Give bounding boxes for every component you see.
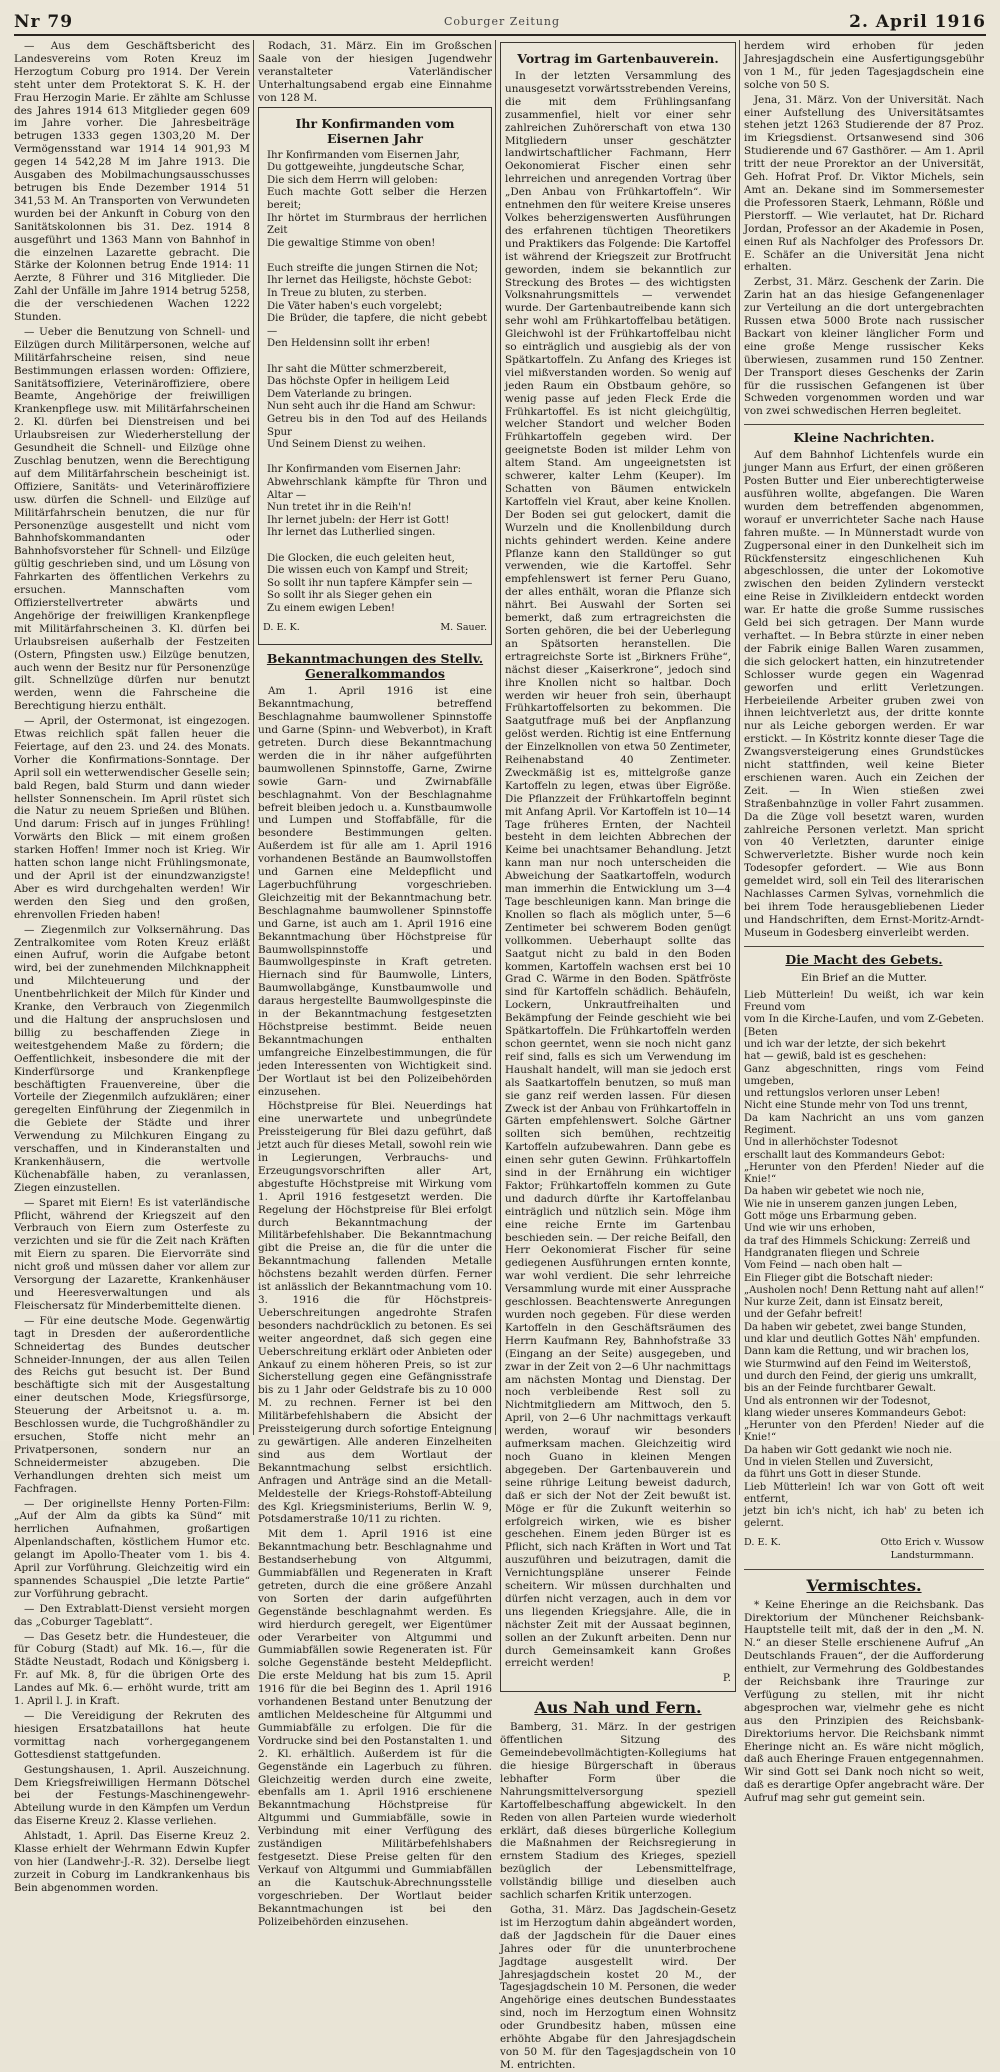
article-gestungshausen: Gestungshausen, 1. April. Auszeichnung. Dem Kriegsfreiwilligen Hermann Dötschel bei der Festungs-Maschinengewehr-Abteilung wurde in den Kämpfen um Verdun das Eiserne Kreuz 2. Klasse verliehen. bbox=[14, 1763, 250, 1828]
poem-author: M. Sauer. bbox=[440, 621, 487, 633]
article-red-cross: — Aus dem Geschäftsbericht des Landesvereins vom Roten Kreuz im Herzogtum Coburg pro 1914. Der Verein steht unter dem Protektorat S. K. H. der Frau Herzogin Marie. Er zählte am Schlusse des Jahres 1914 613 Mitglieder gegen 609 im Jahre vorher. Die Jahresbeiträge betrugen 1333 gegen 1303,20 M. Der Vermögensstand war 1914 14 901,93 M gegen 14 542,28 M im Jahre 1913. Die Ausgaben des Mobilmachungsausschusses betrugen bis Ende Dezember 1914 51 341,53 M. An Transporten von Verwundeten wurden bei der Ankunft in Coburg von den Sanitätskolonnen bis 31. Dez. 1914 8 ausgeführt und 1363 Mann von Bahnhof in die einzelnen Lazarette gebracht. Die Stärke der Kolonnen betrug Ende 1914: 11 Aerzte, 8 Führer und 316 Mitglieder. Die Zahl der Unfälle im Jahre 1914 betrug 5258, die der verschiedenen Wachen 1222 Stunden. bbox=[14, 40, 250, 324]
column-rule bbox=[495, 40, 496, 1435]
lecture-box bbox=[500, 42, 736, 1692]
poem-initials: D. E. K. bbox=[263, 621, 300, 633]
article-april: — April, der Ostermonat, ist eingezogen. Etwas reichlich spät fallen heuer die Feiertage, auf den 23. und 24. des Monats. Vorher die Konfirmations-Sonntage. Der April soll ein wetterwendischer Geselle sein; bald Regen, bald Sturm und dann wieder hellster Sonnenschein. Im April rüstet sich die Natur zu neuem Sprießen und Blühen. Und darum: Frisch auf in junges Frühling! Vorwärts den Blick — mit einem großen starken Hoffen! Immer noch ist Krieg. Wir hatten schon lange nicht Frühlingsmonate, und der April ist der einundzwanzigste! Aber es wird durchgehalten werden! Wir werden den Sieg und den großen, ehrenvollen Frieden haben! bbox=[14, 715, 250, 921]
issue-number: Nr 79 bbox=[14, 12, 74, 32]
poem-text: Ihr Konfirmanden vom Eisernen Jahr, Du gottgeweihte, jungdeutsche Schar, Die sich dem Herrn will geloben: Euch machte Gott selber die Herzen bereit; Ihr hörtet im Sturmbraus der herrlichen Zeit Die gewaltige Stimme von oben! Euch streifte die jungen Stirnen die Not; Ihr lernet das Heiligste, höchste Gebot: In Treue zu bluten, zu sterben. Die Väter haben's euch vorgelebt; Die Brüder, die tapfere, die nicht gebebt — Den Heldensinn sollt ihr erben! Ihr saht die Mütter schmerzbereit, Das höchste Opfer in heiligem Leid Dem Vaterlande zu bringen. Nun seht auch ihr die Hand am Schwur: Getreu bis in den Tod auf des Heilands Spur Und Seinem Dienst zu weihen. Ihr Konfirmanden vom Eisernen Jahr: Abwehrschlank kämpfte für Thron und Altar — Nun tretet ihr in die Reih'n! Ihr lernet jubeln: der Herr ist Gott! Ihr lernet das Lutherlied singen. Die Glocken, die euch geleiten heut, Die wissen euch von Kampf und Streit; So sollt ihr nun tapfere Kämpfer sein — So sollt ihr als Sieger gehen ein Zu einem ewigen Leben! bbox=[267, 149, 487, 614]
article-porten-film: — Der originellste Henny Porten-Film: „Auf der Alm da gibts ka Sünd“ mit herrlichen Aufnahmen, großartigen Alpenlandschaften, köstlichem Humor etc. gelangt im Apollo-Theater vom 1. bis 4. April zur Vorführung. Gleichzeitig wird ein spannendes Schauspiel „Die letzte Partie“ zur Vorführung gebracht. bbox=[14, 1497, 250, 1600]
issue-date: 2. April 1916 bbox=[849, 12, 986, 32]
article-dog-tax: — Das Gesetz betr. die Hundesteuer, die für Coburg (Stadt) auf Mk. 16.—, für die Städte Neustadt, Rodach und Königsberg i. Fr. auf Mk. 8, für die übrigen Orte des Landes auf Mk. 6.— erhöht wurde, tritt am 1. April l. J. in Kraft. bbox=[14, 1630, 250, 1708]
lecture-signature: P. bbox=[722, 1672, 731, 1685]
article-german-fashion: — Für eine deutsche Mode. Gegenwärtig tagt in Dresden der außerordentliche Schneidertag des Bundes deutscher Schneider-Innungen, der aus allen Teilen des Reichs gut besucht ist. Der Bund beschäftigte sich mit der Ausgestaltung einer deutschen Mode, Kriegsfürsorge, Steuerung der Arbeitsnot u. a. m. Beschlossen wurde, die Tuchgroßhändler zu ersuchen, Stoffe nicht mehr an Privatpersonen, sondern nur an Schneidermeister abzugeben. Die Verhandlungen drehten sich meist um Fachfragen. bbox=[14, 1314, 250, 1495]
paper-name: Coburger Zeitung bbox=[444, 15, 561, 28]
poem-title: Ihr Konfirmanden vom Eisernen Jahr bbox=[295, 115, 455, 146]
column-rule bbox=[739, 40, 740, 1435]
divider bbox=[744, 1569, 984, 1570]
article-ahlstadt: Ahlstadt, 1. April. Das Eiserne Kreuz 2. Klasse erhielt der Wehrmann Edwin Kupfer von hier (Landwehr-J.-R. 32). Derselbe liegt zurzeit in Coburg im Landkrankenhaus bis Bein abgenommen worden. bbox=[14, 1830, 250, 1894]
article-lead-prices: Höchstpreise für Blei. Neuerdings hat eine unerwartete und unbegründete Preissteigerung für Blei dazu geführt, daß jetzt auch für dieses Metall, sowohl rein wie in Legierungen, Verbrauchs- und Erzeugungsvorschriften aller Art, abgestufte Höchstpreise mit Wirkung vom 1. April 1916 festgesetzt werden. Die Regelung der Höchstpreise für Blei erfolgt durch Bekanntmachung der Militärbefehlshaber. Die Bekanntmachung gibt die Preise an, die für die unter die Bekanntmachung fallenden Metalle höchstens bezahlt werden dürfen. Ferner ist anlässlich der Bekanntmachung vom 10. 3. 1916 die für Höchstpreis-Ueberschreitungen angedrohte Strafen besonders nachdrücklich zu betonen. Es sei weiter angeordnet, daß sich gegen eine Ueberschreitung erklärt oder Anbieten oder Ankauf zu einem höheren Preis, so ist zur Sicherstellung gegen eine Gefängnisstrafe bis zu 1 Jahr oder Geldstrafe bis zu 10 000 M. zu rechnen. Ferner ist bei den Militärbefehlshabern die Absicht der Preissteigerung durch sofortige Enteignung zu gewärtigen. Alle anderen Einzelheiten sind aus dem Wortlaut der Bekanntmachung selbst ersichtlich. Anfragen und Anträge sind an die Metall-Meldestelle der Kriegs-Rohstoff-Abteilung des Kgl. Kriegsministeriums, Berlin W. 9, Potsdamerstraße 10/11 zu richten. bbox=[258, 1100, 492, 1526]
column-1 bbox=[14, 40, 250, 1894]
column-3 bbox=[500, 40, 736, 2071]
poem-signature bbox=[263, 622, 487, 635]
article-gotha-continued: herdem wird erhoben für jeden Jahresjagdschein eine Ausfertigungsgebühr von 1 M., für jeden Tagesjagdschein eine solche von 50 S. bbox=[744, 40, 984, 91]
article-zerbst: Zerbst, 31. März. Geschenk der Zarin. Die Zarin hat an das hiesige Gefangenenlager zur Verteilung an die dort untergebrachten Russen etwa 5000 Brote nach russischer Backart von kleiner länglicher Form und eine große Menge russischer Keks überwiesen, zusammen rund 150 Zentner. Der Transport dieses Geschenks der Zarin für die russischen Gefangenen ist über Schweden vorgenommen worden und war von zwei schwedischen Herren begleitet. bbox=[744, 276, 984, 418]
divider bbox=[744, 424, 984, 425]
article-goat-milk: — Ziegenmilch zur Volksernährung. Das Zentralkomitee vom Roten Kreuz erläßt einen Aufruf, worin die Aufgabe betont wird, bei der zunehmenden Milchknappheit und Milchteuerung und der Unentbehrlichkeit der Milch für Kinder und Kranke, den Verbrauch von Ziegenmilch und die Haltung der anspruchslosen und billig zu beschaffenden Ziege in weitestgehendem Maße zu fördern; die Oeffentlichkeit, insbesondere die mit der Kinderfürsorge und Krankenpflege beschäftigten Frauenvereine, über die Vorteile der Ziegenmilch aufzuklären; einer geregelten Einführung der Ziegenmilch in die Gebiete der Städte und ihrer Verwendung zu Milchkuren Eingang zu verschaffen, und in Kinderanstalten und Krankenhäusern, die wertvolle Küchenabfälle haben, zu veranlassen, Ziegen einzustellen. bbox=[14, 923, 250, 1194]
article-jena: Jena, 31. März. Von der Universität. Nach einer Aufstellung des Universitätsamtes stehen jetzt 1263 Studierende der 87 Proz. im Kriegsdienst. Ortsanwesend sind 306 Studierende und 67 Gasthörer. — Am 1. April tritt der neue Prorektor an der Universität, Geh. Hofrat Prof. Dr. Viktor Michels, sein Amt an. Dekane sind im Sommersemester die Professoren Staerk, Lehmann, Rößle und Pierstorff. — Wie verlautet, hat Dr. Richard Jordan, Professor an der Akademie in Posen, einen Ruf als Nachfolger des Professors Dr. E. Schäfer an die Universität Jena nicht erhalten. bbox=[744, 93, 984, 274]
prayer-signature bbox=[744, 1537, 984, 1563]
article-rodach: Rodach, 31. März. Ein im Großschen Saale von der hiesigen Jugendwehr veranstalteter Vaterländischer Unterhaltungsabend ergab eine Einnahme von 128 M. bbox=[258, 40, 492, 104]
article-bamberg: Bamberg, 31. März. In der gestrigen öffentlichen Sitzung des Gemeindebevollmächtigten-Kollegiums hat die hiesige Bürgerschaft in überaus lebhafter Form über die Nahrungsmittelversorgung speziell Kartoffelbeschaffung abgewickelt. In den Reden von allen Parteien wurde wiederholt erklärt, daß dieses bürgerliche Kollegium die Maßnahmen der Reichsregierung in ernstem Stadium des Krieges, speziell bezüglich der Lebensmittelfrage, vollständig billige und dieselben auch sachlich scharfen Kritik unterzogen. bbox=[500, 1721, 736, 1902]
section-title-announcements: Bekanntmachungen des Stellv. Generalkommandos bbox=[266, 651, 484, 682]
article-small-news: Auf dem Bahnhof Lichtenfels wurde ein junger Mann aus Erfurt, der einen größeren Posten Butter und Eier unberechtigterweise ausführen wollte, abgefangen. Die Waren wurden dem betreffenden abgenommen, worauf er unverrichteter Sache nach Hause fahren mußte. — In Münnerstadt wurde von Zugpersonal einer in den Dunkelheit sich im Rückfenstersitz eingeschlichenen Kuh abgeschlossen, die unter der Lokomotive zwischen den beiden Zylindern versteckt eine Reise in Zivilkleidern entdeckt worden war. Er hatte die große Summe russisches Geld bei sich getragen. Der Mann wurde verhaftet. — In Bebra stürzte in einer neben der Fabrik einige Ballen Waren zusammen, die sich gelockert hatten, ein hinzutretender Schlosser wurde gegen ein Wagenrad geworfen und erlitt Verletzungen. Herbeieilende Arbeiter gruben zwei von ihnen leichtverletzt aus, der dritte konnte nur als Leiche geborgen werden. Er war erstickt. — In Köstritz konnte dieser Tage die Zwangsversteigerung eines Grundstückes nicht stattfinden, weil keine Bieter erschienen waren. Auch ein Zeichen der Zeit. — In Wien stießen zwei Straßenbahnzüge in voller Fahrt zusammen. Da die Züge voll besetzt waren, wurden zahlreiche Personen verletzt. Man spricht von 40 Verletzten, darunter einige Schwerverletzte. Bisher wurde noch kein Todesopfer gefordert. — Wie aus Bonn gemeldet wird, soll ein Teil des literarischen Nachlasses Carmen Sylvas, vornehmlich die bei ihrem Tode herausgebliebenen Lieder und Handschriften, dem Ernst-Moritz-Arndt-Museum in Godesberg einverleibt werden. bbox=[744, 449, 984, 939]
article-wedding-rings: * Keine Eheringe an die Reichsbank. Das Direktorium der Münchener Reichsbank-Hauptstelle teilt mit, daß der in den „M. N. N.“ an dieser Stelle erschienene Aufruf „An Deutschlands Frauen“, der die Aufforderung enthielt, zur Vermehrung des Goldbestandes der Reichsbank ihre Trauringe zur Verfügung zu stellen, mit ihr nicht abgesprochen war, vielmehr gehe es nicht aus den Prinzipien des Reichsbank-Direktoriums hervor. Die Reichsbank nimmt Eheringe nicht an. Es wäre nicht möglich, daß auch Eheringe Frauen entgegennahmen. Wir sind Gott sei Dank noch nicht so weit, daß es derartige Opfer angebracht wäre. Der Aufruf mag sehr gut gemeint sein. bbox=[744, 1598, 984, 1805]
prayer-initials: D. E. K. bbox=[744, 1536, 781, 1548]
column-2 bbox=[258, 40, 492, 1928]
column-4 bbox=[744, 40, 984, 1805]
section-title-near-far: Aus Nah und Fern. bbox=[534, 1698, 702, 1718]
section-title-lecture: Vortrag im Gartenbauverein. bbox=[517, 51, 719, 66]
section-title-prayer: Die Macht des Gebets. bbox=[785, 951, 943, 967]
article-recruits: — Die Vereidigung der Rekruten des hiesigen Ersatzbataillons hat heute vormittag nach vorhergegangenem Gottesdienst stattgefunden. bbox=[14, 1710, 250, 1761]
article-extrablatt: — Den Extrablatt-Dienst versieht morgen das „Coburger Tageblatt“. bbox=[14, 1602, 250, 1628]
article-military-trains: — Ueber die Benutzung von Schnell- und Eilzügen durch Militärpersonen, welche auf Militärfahrscheine reisen, sind neue Bestimmungen erlassen worden: Offiziere, Sanitätsoffiziere, Veterinäroffiziere, obere Beamte, Angehörige der freiwilligen Krankenpflege usw. mit Militärfahrscheinen 2. Kl. dürfen bei Dienstreisen und bei Urlaubsreisen zur Wiederherstellung der Gesundheit die Schnell- und Eilzüge ohne Zuschlag benutzen, wenn die Berechtigung auf dem Militärfahrschein bescheinigt ist. Offiziere, Sanitäts- und Veterinäroffiziere usw. dürfen die Schnell- und Eilzüge auf Militärfahrschein benutzen, die nur für Personenzüge ausgestellt und nicht vom Bahnhofskommandanten oder Bahnhofsvorsteher für Schnell- und Eilzüge gültig geschrieben sind, und um Lösung von Fahrkarten des öffentlichen Verkehrs zu ersuchen. Mannschaften vom Offizierstellvertreter abwärts und Angehörige der freiwilligen Krankenpflege mit Militärfahrscheinen 3. Kl. dürfen bei Urlaubsreisen außerhalb der Festzeiten (Ostern, Pfingsten usw.) Eilzüge benutzen, auch wenn der Besitz nur für Personenzüge gilt. Schnellzüge dürfen nur benutzt werden, wenn die Fahrscheine die Berechtigung hierzu enthält. bbox=[14, 325, 250, 713]
divider bbox=[744, 946, 984, 947]
section-title-small-news: Kleine Nachrichten. bbox=[793, 430, 935, 446]
prayer-author: Otto Erich v. Wussow Landsturmmann. bbox=[880, 1536, 984, 1561]
article-gotha: Gotha, 31. März. Das Jagdschein-Gesetz ist im Herzogtum dahin abgeändert worden, daß der Jagdschein für die Dauer eines Jahres oder für die ununterbrochene Jagdtage ausgestellt wird. Der Jahresjagdschein kostet 20 M., der Tagesjagdschein 10 M. Personen, die weder Angehörige eines deutschen Bundesstaates sind, noch im Herzogtum einen Wohnsitz oder Grundbesitz haben, müssen eine erhöhte Abgabe für den Jahresjagdschein von 50 M. für den Tagesjagdschein von 10 M. entrichten. bbox=[500, 1903, 736, 2071]
section-title-miscellaneous: Vermischtes. bbox=[806, 1575, 922, 1595]
column-rule bbox=[253, 40, 254, 1435]
article-cotton-seizure: Am 1. April 1916 ist eine Bekanntmachung, betreffend Beschlagnahme baumwollener Spinnstoffe und Garne (Spinn- und Webverbot), in Kraft getreten. Durch diese Bekanntmachung werden die in ihr näher aufgeführten baumwollenen Spinnstoffe, Garne, Zwirne sowie Garn- und Zwirnabfälle beschlagnahmt. Von der Beschlagnahme befreit bleiben jedoch u. a. Kunstbaumwolle und Lumpen und Stoffabfälle, für die besondere Bestimmungen gelten. Außerdem ist für alle am 1. April 1916 vorhandenen Bestände an Baumwollstoffen und Garnen eine Meldepflicht und Lagerbuchführung vorgeschrieben. Gleichzeitig mit der Bekanntmachung betr. Beschlagnahme baumwollener Spinnstoffe und Garne, ist auch am 1. April 1916 eine Bekanntmachung über Höchstpreise für Baumwollspinnstoffe und Baumwollgespinste in Kraft getreten. Hiernach sind für Baumwolle, Linters, Baumwollabgänge, Kunstbaumwolle und daraus hergestellte Baumwollgespinste die in der Bekanntmachung festgesetzten Höchstpreise bestimmt. Beide neuen Bekanntmachungen enthalten umfangreiche Einzelbestimmungen, die für jeden Interessenten von Wichtigkeit sind. Der Wortlaut ist bei den Polizeibehörden einzusehen. bbox=[258, 685, 492, 1098]
article-save-eggs: — Sparet mit Eiern! Es ist vaterländische Pflicht, während der Kriegszeit auf den Verbrauch von Eiern zum Osterfeste zu verzichten und sie für die Zeit nach Kräften mit Eiern zu sparen. Die Eiervorräte sind nicht groß und müssen daher vor allem zur Versorgung der Lazarette, Krankenhäuser und Heeresverwaltungen und als Fleischersatz für Minderbemittelte dienen. bbox=[14, 1196, 250, 1312]
poem-box bbox=[258, 107, 492, 646]
prayer-poem: Lieb Mütterlein! Du weißt, ich war kein Freund vom vom In die Kirche-Laufen, und vom Z-Gebeten. [Beten und ich war der letzte, der sich bekehrt hat — gewiß, bald ist es geschehen: Ganz abgeschnitten, rings vom Feind umgeben, und rettungslos verloren unser Leben! Nicht eine Stunde mehr von Tod uns trennt, Da kam Nachricht an uns vom ganzen Regiment. Und in allerhöchster Todesnot erschallt laut des Kommandeurs Gebot: „Herunter von den Pferden! Nieder auf die Knie!“ Da haben wir gebetet wie noch nie, Wie nie in unserem ganzen jungen Leben, Gott möge uns Erbarmung geben. Und wie wir uns erhoben, da traf des Himmels Schickung: Zerreiß und Handgranaten fliegen und Schreie Vom Feind — nach oben halt — Ein Flieger gibt die Botschaft nieder: „Ausholen noch! Denn Rettung naht auf allen!“ Nur kurze Zeit, dann ist Einsatz bereit, und der Gefahr befreit! Da haben wir gebetet, zwei bange Stunden, und klar und deutlich Gottes Näh' empfunden. Dann kam die Rettung, und wir brachen los, wie Sturmwind auf den Feind im Weiterstoß, und durch den Feind, der gierig uns umkrallt, bis an der Feinde furchtbarer Gewalt. Und als entronnen wir der Todesnot, klang wieder unseres Kommandeurs Gebot: „Herunter von den Pferden! Nieder auf die Knie!“ Da haben wir Gott gedankt wie noch nie. Und in vielen Stellen und Zuversicht, da führt uns Gott in dieser Stunde. Lieb Mütterlein! Ich war von Gott oft weit entfernt, jetzt bin ich's nicht, ich hab' zu beten ich gelernt. bbox=[744, 989, 984, 1530]
article-rubber-seizure: Mit dem 1. April 1916 ist eine Bekanntmachung betr. Beschlagnahme und Bestandserhebung von Altgummi, Gummiabfällen und Regeneraten in Kraft getreten, durch die eine größere Anzahl von Sorten der darin aufgeführten Gegenstände beschlagnahmt werden. Es wird hierdurch geregelt, wer Eigentümer oder Verarbeiter von Altgummi und Gummiabfällen sowie Regeneraten ist. Für solche Gegenstände besteht Meldepflicht. Die erste Meldung hat bis zum 15. April 1916 für die bei Beginn des 1. April 1916 vorhandenen Bestand unter Benutzung der amtlichen Meldescheine für Altgummi und Gummiabfälle zu erfolgen. Die für die Vordrucke sind bei den Postanstalten 1. und 2. Kl. erhältlich. Außerdem ist für die Gegenstände ein Lagerbuch zu führen. Gleichzeitig werden durch eine zweite, ebenfalls am 1. April 1916 erschienene Bekanntmachung Höchstpreise für Altgummi und Gummiabfälle, sowie in Verbindung mit einer Verfügung des zuständigen Militärbefehlshabers festgesetzt. Diese Preise gelten für den Verkauf von Altgummi und Gummiabfällen an die Kautschuk-Abrechnungsstelle vorgeschrieben. Der Wortlaut beider Bekanntmachungen ist bei den Polizeibehörden einzusehen. bbox=[258, 1528, 492, 1928]
masthead bbox=[14, 6, 986, 36]
article-garden-lecture: In der letzten Versammlung des unausgesetzt vorwärtsstrebenden Vereins, die mit dem Frühlingsanfang zusammenfiel, hielt vor einer sehr zahlreichen Zuhörerschaft von etwa 130 Mitgliedern unser geschätzter landwirtschaftlicher Fachmann, Herr Oekonomierat Fischer einen sehr lehrreichen und anregenden Vortrag über „Den Anbau von Frühkartoffeln“. Wir entnehmen den für weitere Kreise unseres Volkes beherzigenswerten Ausführungen des erfahrenen tüchtigen Theoretikers und Praktikers das Folgende: Die Kartoffel ist während der Kriegszeit zur Brotfrucht geworden, indem sie bekanntlich zur Streckung des Brotes — des wichtigsten Volksnahrungsmittels — verwendet wurde. Der Gartenbautreibende kann sich sehr wohl am Frühkartoffelbau betätigen. Gleichwohl ist der Frühkartoffelbau nicht so einträglich und ausgiebig als der von Spätkartoffeln. Zu Anfang des Krieges ist viel mißverstanden worden. So wenig auf jeden Raum ein Obstbaum gehöre, so wenig passe auf jeden Fleck Erde die Frühkartoffel. Es ist nicht gleichgültig, welcher Standort und welcher Boden Frühkartoffeln gegeben wird. Der geeignetste Boden ist milder Lehm von altem Stand. Am ungeeignetsten ist schwerer, kalter Lehm (Keuper). Im Schatten von Bäumen entwickeln Kartoffeln viel Kraut, aber keine Knollen. Der Boden sei gut gelockert, damit die Wurzeln und die Knollenbildung durch nichts gehindert werden. Keine andere Pflanze kann den Stalldünger so gut verwenden, wie die Kartoffel. Sehr empfehlenswert ist ferner Peru Guano, der alles enthält, woran die Pflanze sich nährt. Bei Auswahl der Sorten sei bemerkt, daß zum ertragreichsten die Sorten gehören, die bei der Ueberlegung an Spätsorten heranstellen. Die ertragreichste Sorte ist „Birkners Frühe“, nächst dieser „Kaiserkrone“, jedoch sind ihre Knollen nicht so haltbar. Doch werden wir heuer froh sein, überhaupt Frühkartoffelsorten zu bekommen. Die Saatgutfrage muß bei der Anpflanzung gelöst werden. Richtig ist eine Entfernung der Einzelknollen von etwa 50 Zentimeter, Reihenabstand 40 Zentimeter. Zweckmäßig ist es, mittelgroße ganze Kartoffeln zu legen, etwas über Eigröße. Die Pflanzzeit der Frühkartoffeln beginnt mit Anfang April. Vor Kartoffeln ist 10—14 Tage früheres Ernten, der Nachteil besteht in dem leichten Abbrechen der Keime bei unachtsamer Behandlung. Jetzt kann man nur noch unterscheiden die Abweichung der Saatkartoffeln, wodurch man immerhin die Entwicklung um 3—4 Tage beschleunigen kann. Man bringe die Knollen so flach als möglich unter, 5—6 Zentimeter bei schwerem Boden genügt vollkommen. Ueberhaupt sollte das Saatgut nicht zu bald in den Boden kommen, Kartoffeln wachsen erst bei 10 Grad C. Wärme in den Boden. Spätfröste sind für Kartoffeln schädlich. Behäufeln, Lockern, Unkrautfreihalten und Bekämpfung der Feinde geschieht wie bei Spätkartoffeln. Die Frühkartoffeln werden schon geerntet, wenn sie noch nicht ganz reif sind, falls es sich um Verwendung im Haushalt handelt, will man sie jedoch erst als Saatkartoffeln benutzen, so muß man sie ganz reif werden lassen. Für diesen Zweck ist der Anbau von Frühkartoffeln in Gärten empfehlenswert. Solche Gärtner sollten sich bemühen, rechtzeitig Kartoffeln aufzubewahren. Dann gebe es einen sehr guten Gewinn. Frühkartoffeln sind in der Ernährung ein wichtiger Faktor; Frühkartoffeln kommen zu Gute und dadurch dürfte ihr Kartoffelanbau einträglich und nützlich sein. Möge ihm eine reiche Ernte im Gartenbau beschieden sein. — Der reiche Beifall, den Herr Oekonomierat Fischer für seine gediegenen Ausführungen ernten konnte, war wohl verdient. Die sehr lehrreiche Versammlung wurde mit einer Aussprache geschlossen. Beachtenswerte Anregungen wurden noch gegeben. Für diese werden Kartoffeln in den Geschäftsräumen des Herrn Kaufmann Rey, Bahnhofstraße 33 (Eingang an der Seite) ausgegeben, und zwar in der Zeit von 2—6 Uhr nachmittags am nächsten Montag und Dienstag. Der noch verbleibende Rest soll zu Nichtmitgliedern am Mittwoch, den 5. April, von 2—6 Uhr nachmittags verkauft werden, worauf wir besonders aufmerksam machen. Gleichzeitig wird noch Guano in kleinen Mengen abgegeben. Der Gartenbauverein und seine rührige Leitung beweist dadurch, daß er sich der Not der Zeit bewußt ist. Möge er für die Zukunft weiterhin so erfolgreich wirken, wie es bisher geschehen. Einem jeden Bürger ist es Pflicht, sich nach Kräften in Wort und Tat auszuführen und beizutragen, damit die Vernichtungspläne unserer Feinde scheitern. Wir müssen durchhalten und dürfen nicht verzagen, auch in dem vor uns liegenden Kriegsjahre. Alle, die in nächster Zeit mit der Aussaat beginnen, sollen an der Zukunft arbeiten. Denn nur durch Gemeinsamkeit kann Großes erreicht werden! bbox=[505, 70, 731, 1670]
prayer-subtitle: Ein Brief an die Mutter. bbox=[800, 971, 927, 984]
